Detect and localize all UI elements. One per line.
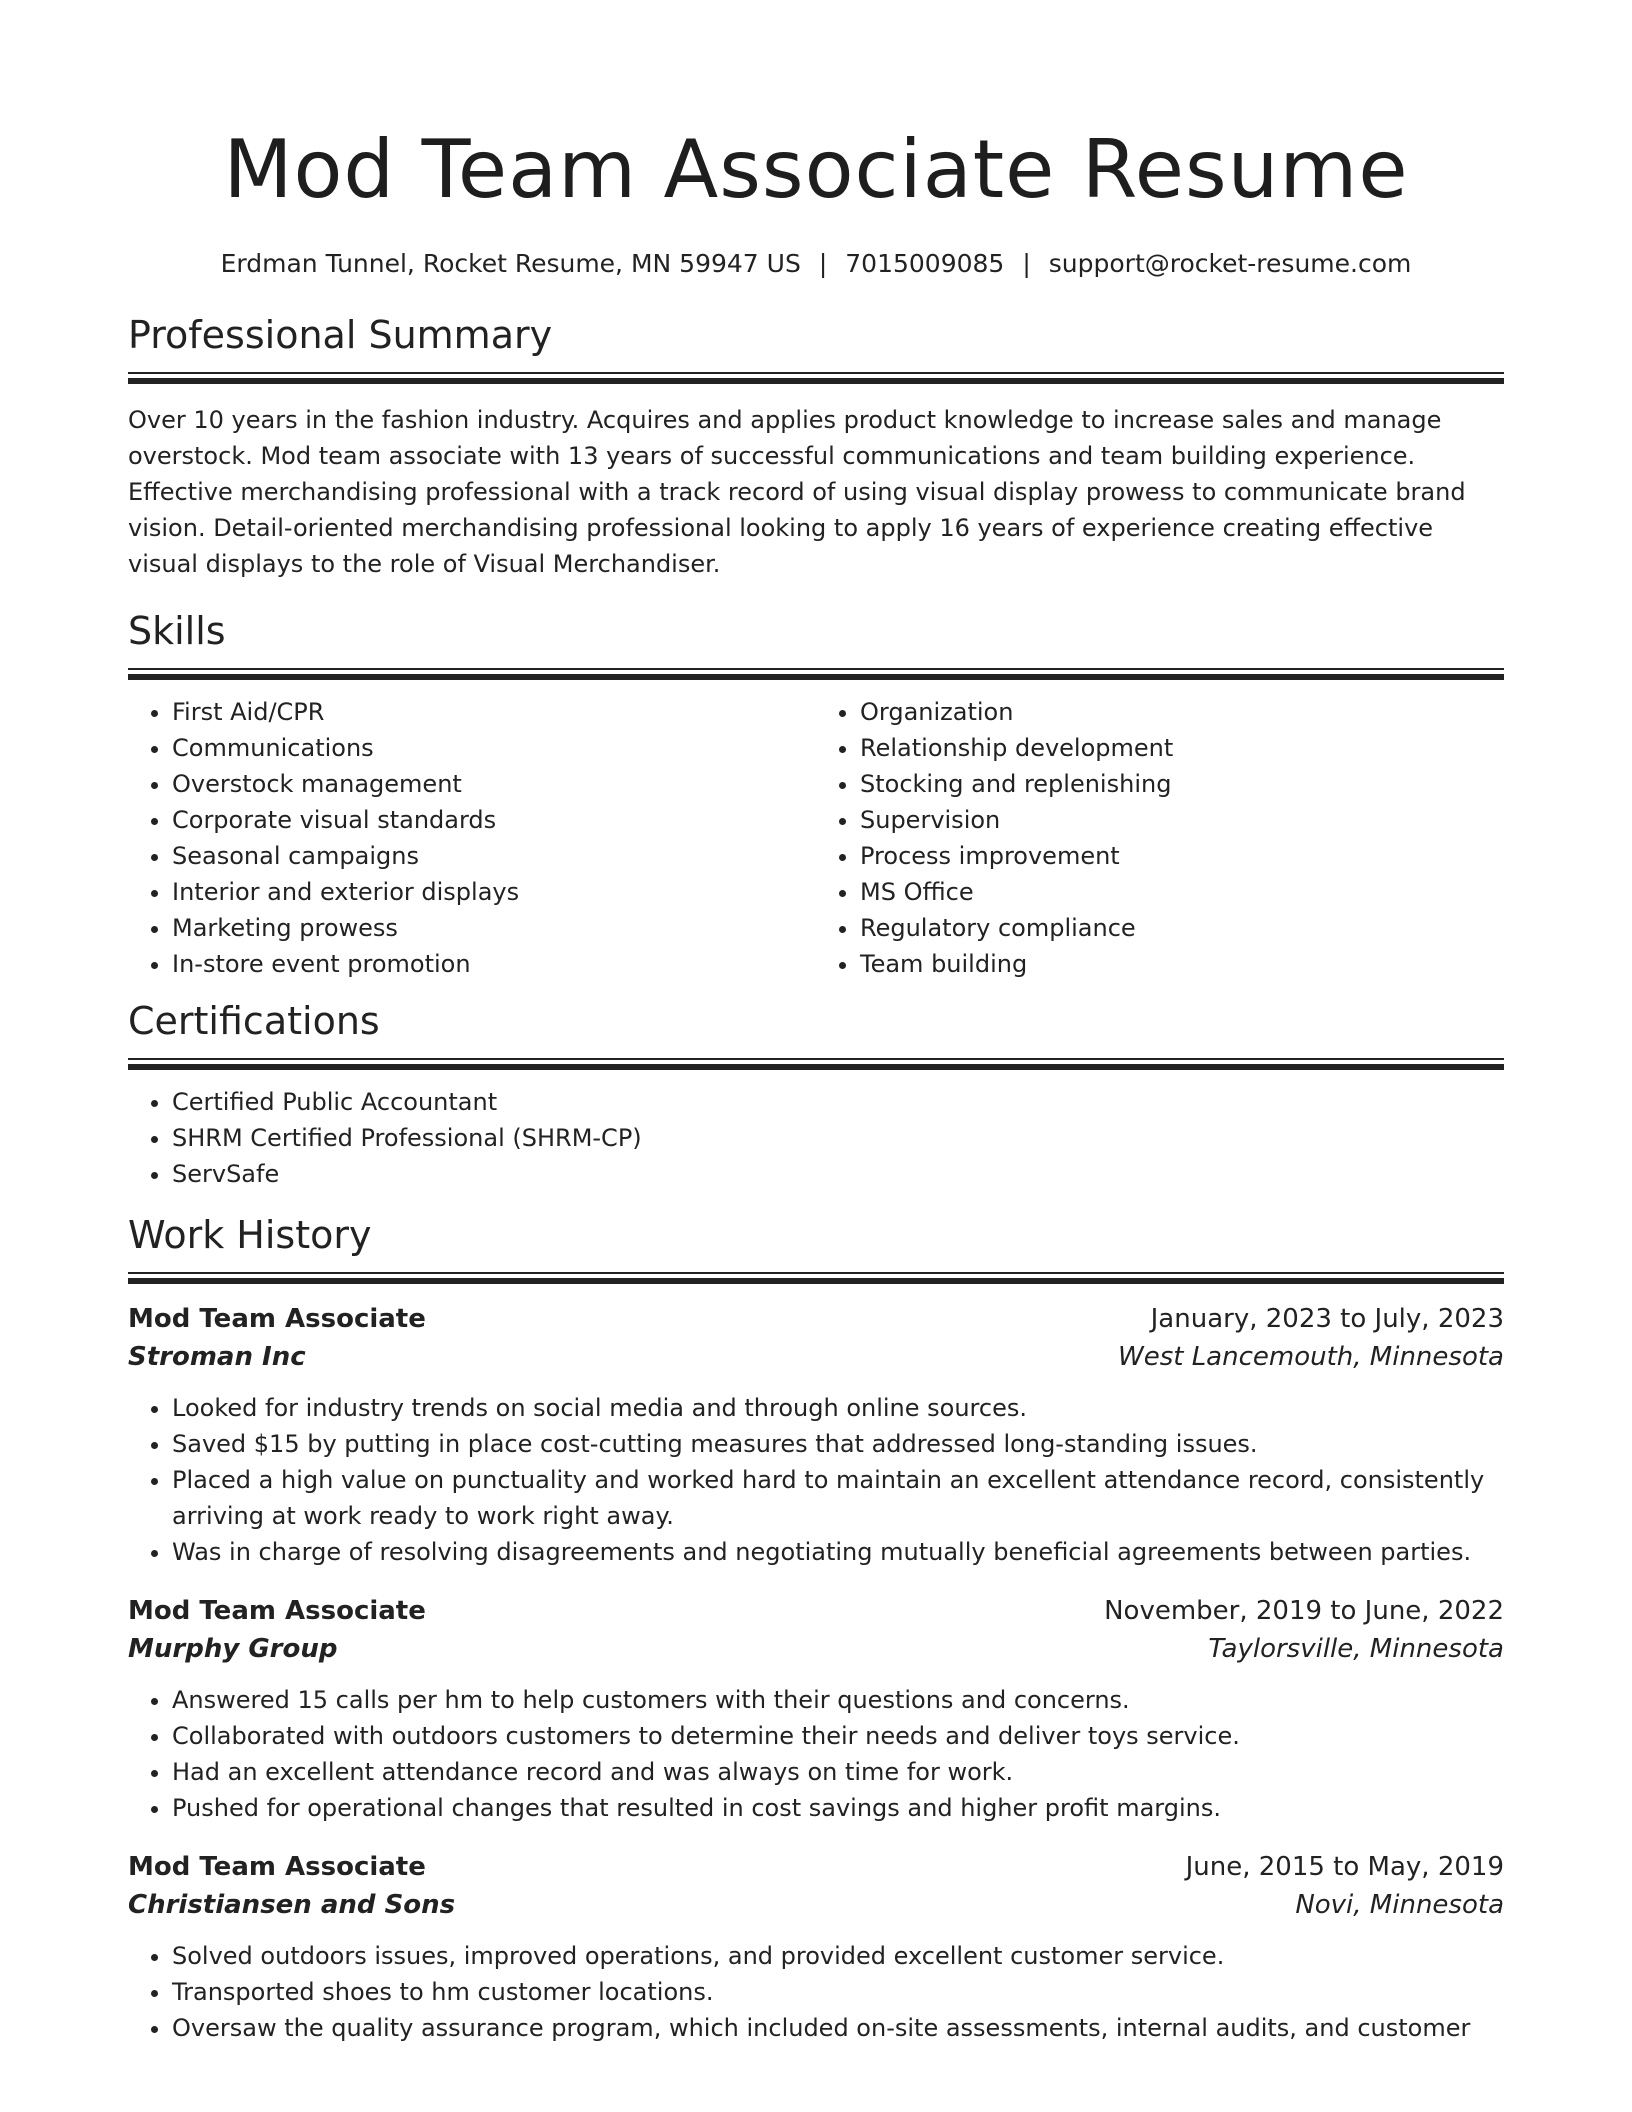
- certification-item: • Certified Public Accountant: [172, 1084, 1504, 1120]
- job-location: Novi, Minnesota: [1295, 1890, 1504, 1920]
- summary-section: [128, 312, 1504, 582]
- job-bullets: [128, 1390, 1504, 1570]
- skill-item: • First Aid/CPR: [172, 694, 816, 730]
- work-history-section: [128, 1212, 1504, 2046]
- summary-text: Over 10 years in the fashion industry. Acquires and applies product knowledge to increase sales and manage overstock. Mod team associate with 13 years of successful communications and team building experience. Effective merchandising professional with a track record of using visual display prowess to communicate brand vision. Detail-oriented merchandising professional looking to apply 16 years of experience creating effective visual displays to the role of Visual Merchandiser.: [128, 406, 1466, 578]
- skill-item: • Interior and exterior displays: [172, 874, 816, 910]
- section-heading: Work History: [128, 1213, 372, 1257]
- job-bullets: [128, 1682, 1504, 1826]
- skill-item: • Relationship development: [860, 730, 1504, 766]
- job-bullet: • Was in charge of resolving disagreements and negotiating mutually beneficial agreements between parties.: [172, 1534, 1504, 1570]
- job-bullets: [128, 1938, 1504, 2046]
- job-entry: [128, 1848, 1504, 2046]
- resume-title: Mod Team Associate Resume: [223, 123, 1409, 216]
- skill-item: • Seasonal campaigns: [172, 838, 816, 874]
- job-header-row: [128, 1592, 1504, 1630]
- skill-item: • Overstock management: [172, 766, 816, 802]
- skill-item: • Organization: [860, 694, 1504, 730]
- job-location: Taylorsville, Minnesota: [1208, 1634, 1504, 1664]
- job-title: Mod Team Associate: [128, 1304, 426, 1334]
- contact-separator: |: [1022, 249, 1031, 278]
- contact-line: [128, 248, 1504, 280]
- skill-item: • Regulatory compliance: [860, 910, 1504, 946]
- job-dates: June, 2015 to May, 2019: [1185, 1852, 1504, 1882]
- job-entry: [128, 1300, 1504, 1570]
- section-heading: Professional Summary: [128, 313, 553, 357]
- job-bullet: • Collaborated with outdoors customers to determine their needs and deliver toys service.: [172, 1718, 1504, 1754]
- skills-columns: [128, 680, 1504, 982]
- job-company: Stroman Inc: [128, 1342, 306, 1372]
- skills-list-right: [816, 694, 1504, 982]
- section-divider: [128, 372, 1504, 384]
- section-heading: Certifications: [128, 999, 380, 1043]
- job-bullet: • Solved outdoors issues, improved operations, and provided excellent customer service.: [172, 1938, 1504, 1974]
- skills-section: [128, 608, 1504, 982]
- job-bullet: • Pushed for operational changes that resulted in cost savings and higher profit margins.: [172, 1790, 1504, 1826]
- job-header-row: [128, 1848, 1504, 1886]
- job-header-row: [128, 1300, 1504, 1338]
- skill-item: • Communications: [172, 730, 816, 766]
- job-bullet: • Looked for industry trends on social media and through online sources.: [172, 1390, 1504, 1426]
- skill-item: • MS Office: [860, 874, 1504, 910]
- job-location: West Lancemouth, Minnesota: [1117, 1342, 1504, 1372]
- skills-list-left: [128, 694, 816, 982]
- job-bullet: • Answered 15 calls per hm to help customers with their questions and concerns.: [172, 1682, 1504, 1718]
- skill-item: • Team building: [860, 946, 1504, 982]
- contact-phone: 7015009085: [845, 249, 1005, 278]
- job-bullet: • Placed a high value on punctuality and worked hard to maintain an excellent attendance record, consistently arriving at work ready to work right away.: [172, 1462, 1504, 1534]
- job-company-row: [128, 1886, 1504, 1924]
- skill-item: • Process improvement: [860, 838, 1504, 874]
- job-bullet: • Saved $15 by putting in place cost-cutting measures that addressed long-standing issues.: [172, 1426, 1504, 1462]
- section-divider: [128, 1272, 1504, 1284]
- section-heading: Skills: [128, 609, 226, 653]
- job-company: Christiansen and Sons: [128, 1890, 456, 1920]
- skill-item: • In-store event promotion: [172, 946, 816, 982]
- section-divider: [128, 668, 1504, 680]
- contact-separator: |: [818, 249, 828, 278]
- job-title: Mod Team Associate: [128, 1596, 426, 1626]
- job-company: Murphy Group: [128, 1634, 338, 1664]
- job-dates: November, 2019 to June, 2022: [1104, 1596, 1504, 1626]
- resume-page: [128, 0, 1504, 2046]
- skill-item: • Stocking and replenishing: [860, 766, 1504, 802]
- certifications-section: [128, 998, 1504, 1192]
- skill-item: • Corporate visual standards: [172, 802, 816, 838]
- section-divider: [128, 1058, 1504, 1070]
- job-title: Mod Team Associate: [128, 1852, 426, 1882]
- contact-email: support@rocket-resume.com: [1048, 249, 1412, 278]
- contact-address: Erdman Tunnel, Rocket Resume, MN 59947 US: [220, 249, 801, 278]
- job-company-row: [128, 1338, 1504, 1376]
- job-company-row: [128, 1630, 1504, 1668]
- certification-item: • SHRM Certified Professional (SHRM-CP): [172, 1120, 1504, 1156]
- job-dates: January, 2023 to July, 2023: [1150, 1304, 1504, 1334]
- skill-item: • Marketing prowess: [172, 910, 816, 946]
- skill-item: • Supervision: [860, 802, 1504, 838]
- job-entry: [128, 1592, 1504, 1826]
- certification-item: • ServSafe: [172, 1156, 1504, 1192]
- job-bullet: • Oversaw the quality assurance program, which included on-site assessments, internal audits, and customer: [172, 2010, 1504, 2046]
- job-bullet: • Had an excellent attendance record and was always on time for work.: [172, 1754, 1504, 1790]
- job-bullet: • Transported shoes to hm customer locations.: [172, 1974, 1504, 2010]
- certifications-list: [128, 1084, 1504, 1192]
